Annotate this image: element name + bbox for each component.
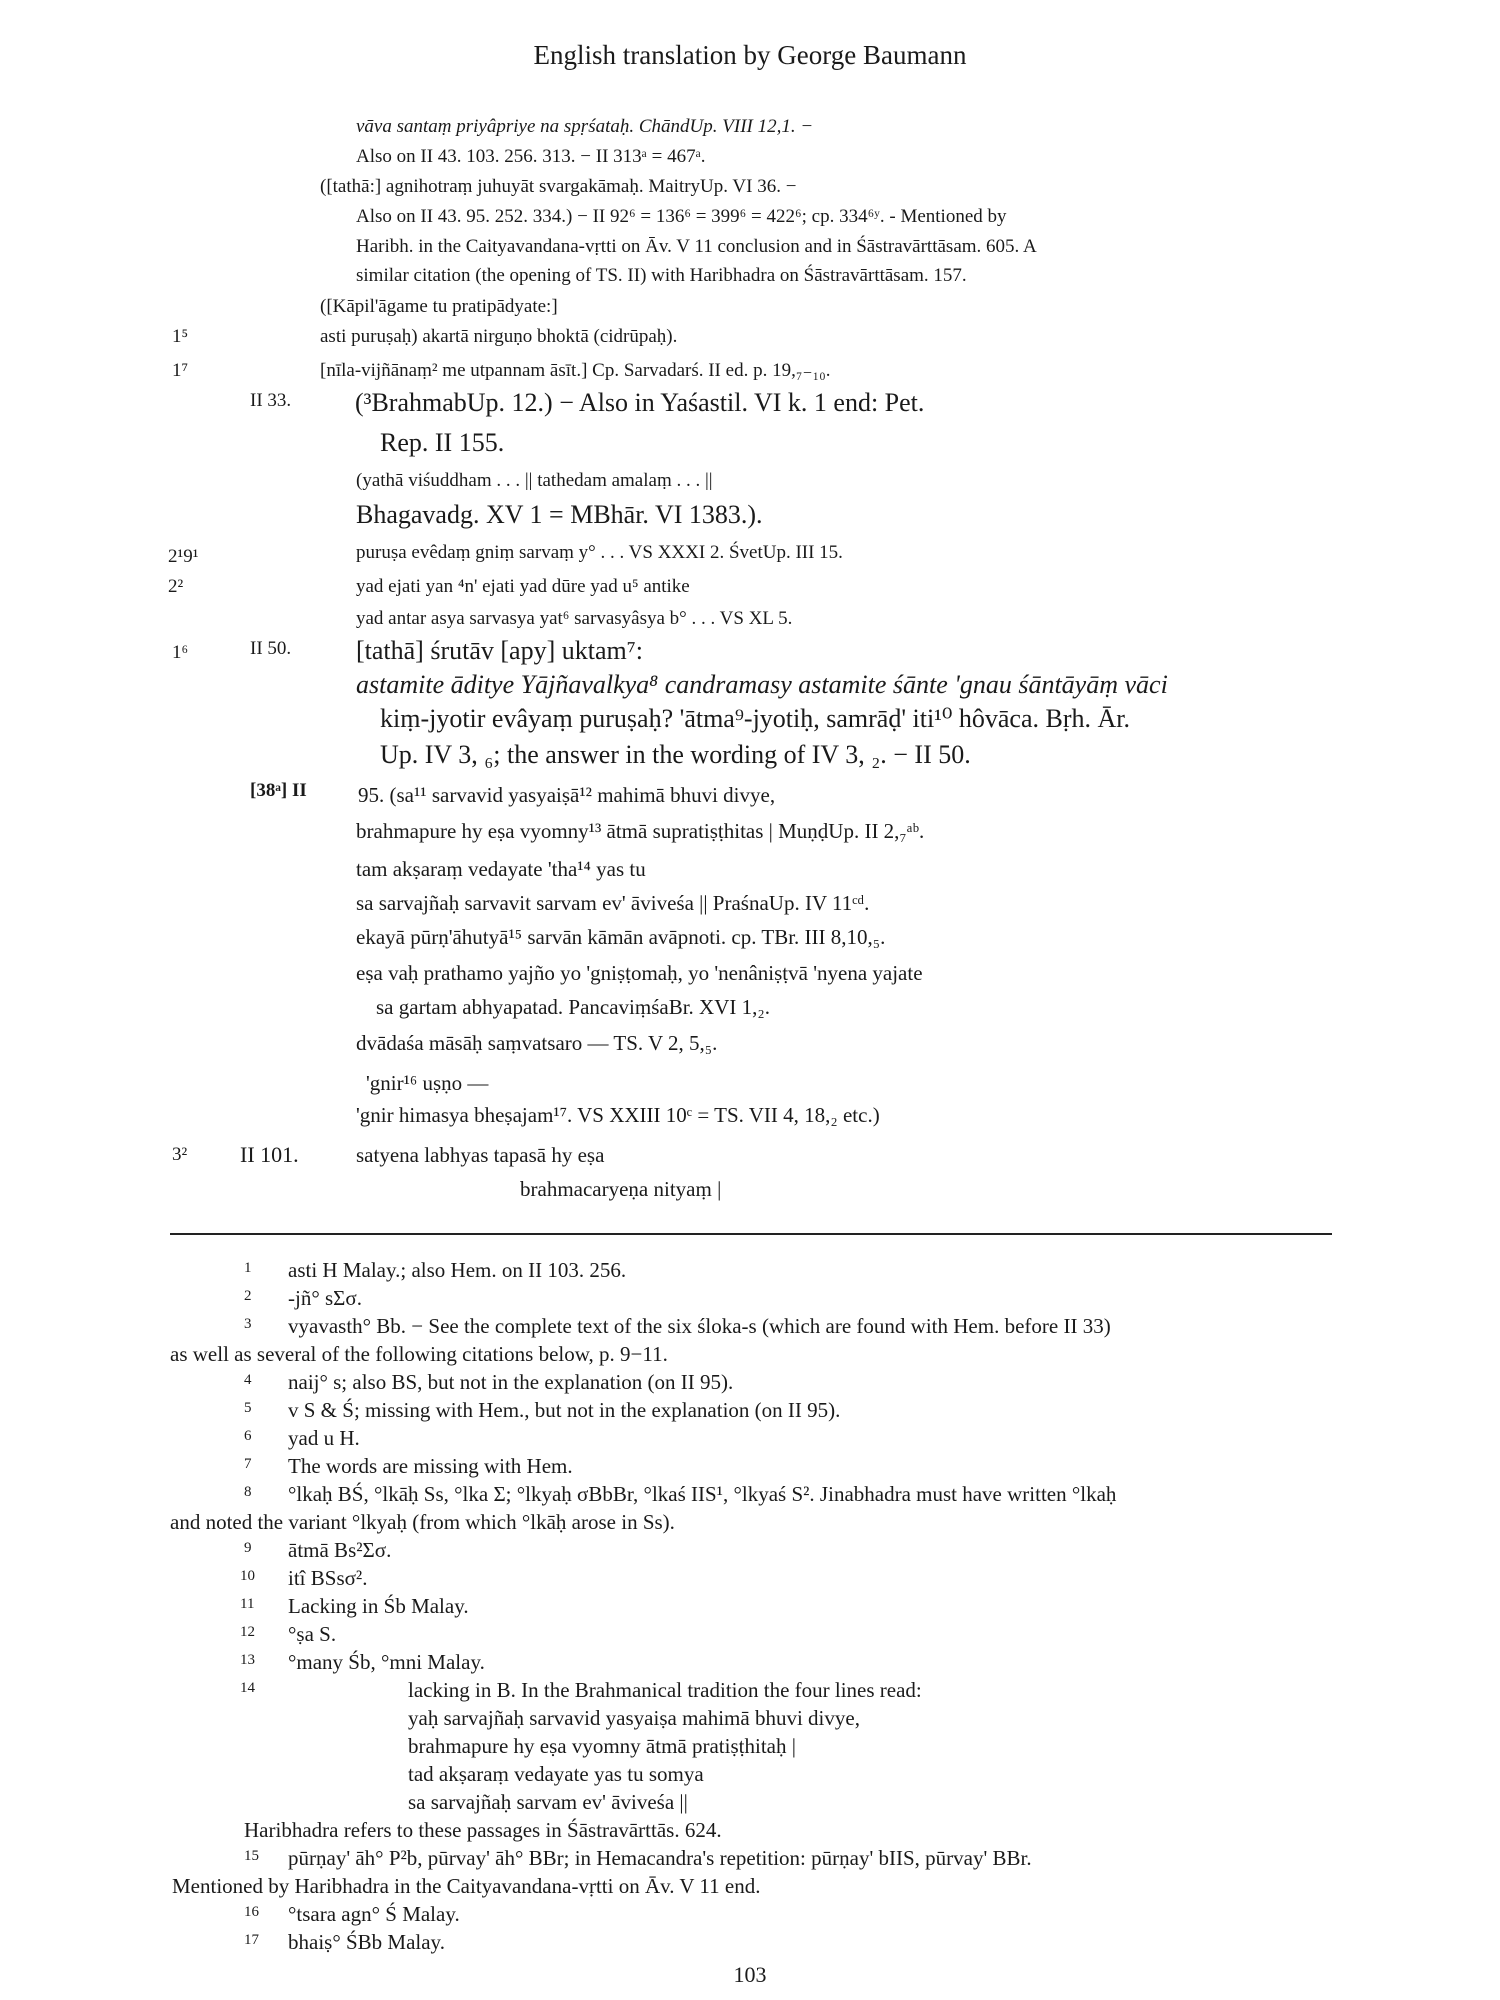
- text-line: 'gnir himasya bheṣajam¹⁷. VS XXIII 10ᶜ = TS. VII 4, 18,₂ etc.): [356, 1103, 880, 1127]
- text-line: asti puruṣaḥ) akartā nirguṇo bhoktā (cidrūpaḥ).: [320, 326, 678, 347]
- text-line: puruṣa evêdaṃ gniṃ sarvaṃ y° . . . VS XXXI 2. ŚvetUp. III 15.: [356, 542, 843, 563]
- footnote-number: 4: [244, 1372, 252, 1388]
- footnote-text: itî BSsσ².: [288, 1566, 368, 1590]
- footnote-number: 1: [244, 1260, 252, 1276]
- footnote-text: tad akṣaraṃ vedayate yas tu somya: [408, 1762, 704, 1786]
- text-line: 95. (sa¹¹ sarvavid yasyaiṣā¹² mahimā bhuvi divye,: [358, 783, 776, 807]
- text-line: yad ejati yan ⁴n' ejati yad dūre yad u⁵ antike: [356, 576, 690, 597]
- text-line: sa sarvajñaḥ sarvavit sarvam ev' āviveśa || PraśnaUp. IV 11ᶜᵈ.: [356, 891, 870, 915]
- footnote-text: -jñ° sΣσ.: [288, 1286, 362, 1310]
- footnote-number: 12: [240, 1624, 255, 1640]
- text-line: Also on II 43. 103. 256. 313. − II 313ᵃ = 467ᵃ.: [356, 146, 706, 167]
- margin-ref: 1⁶: [172, 642, 189, 663]
- text-line: brahmapure hy eṣa vyomny¹³ ātmā supratiṣṭhitas | MuṇḍUp. II 2,₇ᵃᵇ.: [356, 819, 925, 843]
- footnote-text: °many Śb, °mni Malay.: [288, 1650, 485, 1674]
- margin-ref: II 50.: [250, 638, 292, 659]
- text-line: dvādaśa māsāḥ saṃvatsaro — TS. V 2, 5,₅.: [356, 1031, 718, 1055]
- footnote-text: asti H Malay.; also Hem. on II 103. 256.: [288, 1258, 627, 1282]
- text-line: eṣa vaḥ prathamo yajño yo 'gniṣṭomaḥ, yo 'nenâniṣṭvā 'nyena yajate: [356, 961, 923, 985]
- page-header: English translation by George Baumann: [533, 40, 967, 70]
- margin-ref: 1⁵: [172, 326, 189, 347]
- footnote-number: 9: [244, 1540, 252, 1556]
- text-line: Haribh. in the Caityavandana-vṛtti on Āv. V 11 conclusion and in Śāstravārttāsam. 605. A: [356, 236, 1037, 257]
- footnote-number: 17: [244, 1932, 259, 1948]
- footnote-number: 13: [240, 1652, 255, 1668]
- margin-ref: 2¹9¹: [168, 546, 199, 567]
- footnote-text: pūrṇay' āh° P²b, pūrvay' āh° BBr; in Hemacandra's repetition: pūrṇay' bIIS, pūrvay' BBr.: [288, 1846, 1032, 1870]
- footnote-text: °tsara agn° Ś Malay.: [288, 1902, 460, 1926]
- footnote-number: 7: [244, 1456, 252, 1472]
- footnote-text: brahmapure hy eṣa vyomny ātmā pratiṣṭhitaḥ |: [408, 1734, 796, 1758]
- text-line: yad antar asya sarvasya yat⁶ sarvasyâsya b° . . . VS XL 5.: [356, 608, 793, 629]
- footnote-number: 11: [240, 1596, 255, 1612]
- text-line: ([Kāpil'āgame tu pratipādyate:]: [320, 296, 558, 317]
- footnote-number: 5: [244, 1400, 252, 1416]
- text-line: ekayā pūrṇ'āhutyā¹⁵ sarvān kāmān avāpnoti. cp. TBr. III 8,10,₅.: [356, 925, 886, 949]
- footnote-text: ātmā Bs²Σσ.: [288, 1538, 392, 1562]
- text-line: (³BrahmabUp. 12.) − Also in Yaśastil. VI k. 1 end: Pet.: [355, 388, 925, 417]
- page-number: 103: [733, 1962, 767, 1987]
- margin-ref: 2²: [168, 576, 184, 597]
- footnote-text: Lacking in Śb Malay.: [288, 1594, 469, 1618]
- text-line: (yathā viśuddham . . . || tathedam amalaṃ . . . ||: [356, 470, 713, 491]
- margin-ref: 1⁷: [172, 360, 189, 381]
- footnote-text: The words are missing with Hem.: [288, 1454, 573, 1478]
- footnote-text: lacking in B. In the Brahmanical tradition the four lines read:: [408, 1678, 922, 1702]
- text-line: [tathā] śrutāv [apy] uktam⁷:: [356, 636, 644, 665]
- footnote-number: 2: [244, 1288, 252, 1304]
- margin-ref: 3²: [172, 1144, 188, 1165]
- text-line: kiṃ-jyotir evâyaṃ puruṣaḥ? 'ātma⁹-jyotiḥ, samrāḍ' iti¹⁰ hôvāca. Bṛh. Ār.: [380, 704, 1131, 733]
- text-line: ([tathā:] agnihotraṃ juhuyāt svargakāmaḥ. MaitryUp. VI 36. −: [320, 176, 797, 197]
- text-line: Rep. II 155.: [380, 428, 505, 457]
- footnote-number: 3: [244, 1316, 252, 1332]
- footnote-text: Mentioned by Haribhadra in the Caityavandana-vṛtti on Āv. V 11 end.: [172, 1874, 761, 1898]
- footnote-number: 15: [244, 1848, 259, 1864]
- text-line: satyena labhyas tapasā hy eṣa: [356, 1143, 605, 1167]
- footnote-text: sa sarvajñaḥ sarvam ev' āviveśa ||: [408, 1790, 688, 1814]
- footnote-number: 16: [244, 1904, 259, 1920]
- text-line: [nīla-vijñānaṃ² me utpannam āsīt.] Cp. Sarvadarś. II ed. p. 19,₇₋₁₀.: [320, 360, 831, 381]
- margin-ref: [38ᵃ] II: [250, 780, 307, 801]
- margin-ref: II 101.: [240, 1142, 299, 1167]
- footnote-divider: [170, 1233, 1332, 1235]
- footnote-number: 6: [244, 1428, 252, 1444]
- text-line: astamite āditye Yājñavalkya⁸ candramasy astamite śānte 'gnau śāntāyāṃ vāci: [356, 670, 1168, 699]
- footnote-text: °ṣa S.: [288, 1622, 337, 1646]
- footnote-text: yad u H.: [288, 1426, 360, 1450]
- text-line: 'gnir¹⁶ uṣṇo —: [366, 1071, 489, 1095]
- footnote-text: naij° s; also BS, but not in the explanation (on II 95).: [288, 1370, 734, 1394]
- footnote-text: vyavasth° Bb. − See the complete text of the six śloka-s (which are found with Hem. before II 33): [288, 1314, 1111, 1338]
- footnote-number: 10: [240, 1568, 255, 1584]
- text-line: sa gartam abhyapatad. PancaviṃśaBr. XVI 1,₂.: [376, 995, 770, 1019]
- text-line: Also on II 43. 95. 252. 334.) − II 92⁶ = 136⁶ = 399⁶ = 422⁶; cp. 334⁶ʸ. - Mentioned by: [356, 206, 1007, 227]
- text-line: Bhagavadg. XV 1 = MBhār. VI 1383.).: [356, 500, 763, 529]
- text-line: tam akṣaraṃ vedayate 'tha¹⁴ yas tu: [356, 857, 646, 881]
- footnote-text: bhaiṣ° ŚBb Malay.: [288, 1930, 445, 1954]
- text-line: similar citation (the opening of TS. II) with Haribhadra on Śāstravārttāsam. 157.: [356, 265, 967, 286]
- text-line: Up. IV 3, ₆; the answer in the wording of IV 3, ₂. − II 50.: [380, 740, 971, 769]
- footnote-text: Haribhadra refers to these passages in Śāstravārttās. 624.: [244, 1818, 722, 1842]
- footnote-text: °lkaḥ BŚ, °lkāḥ Ss, °lka Σ; °lkyaḥ σBbBr, °lkaś IIS¹, °lkyaś S². Jinabhadra must have written °lkaḥ: [288, 1482, 1117, 1506]
- margin-ref: II 33.: [250, 390, 292, 411]
- text-line: brahmacaryeṇa nityaṃ |: [520, 1177, 722, 1201]
- footnote-number: 14: [240, 1680, 255, 1696]
- footnote-text: yaḥ sarvajñaḥ sarvavid yasyaiṣa mahimā bhuvi divye,: [408, 1706, 860, 1730]
- footnote-text: v S & Ś; missing with Hem., but not in the explanation (on II 95).: [288, 1398, 841, 1422]
- text-line: vāva santaṃ priyâpriye na spṛśataḥ. ChāndUp. VIII 12,1. −: [356, 116, 814, 137]
- footnote-text: and noted the variant °lkyaḥ (from which °lkāḥ arose in Ss).: [170, 1510, 675, 1534]
- footnote-text: as well as several of the following citations below, p. 9−11.: [170, 1342, 668, 1366]
- footnote-number: 8: [244, 1484, 252, 1500]
